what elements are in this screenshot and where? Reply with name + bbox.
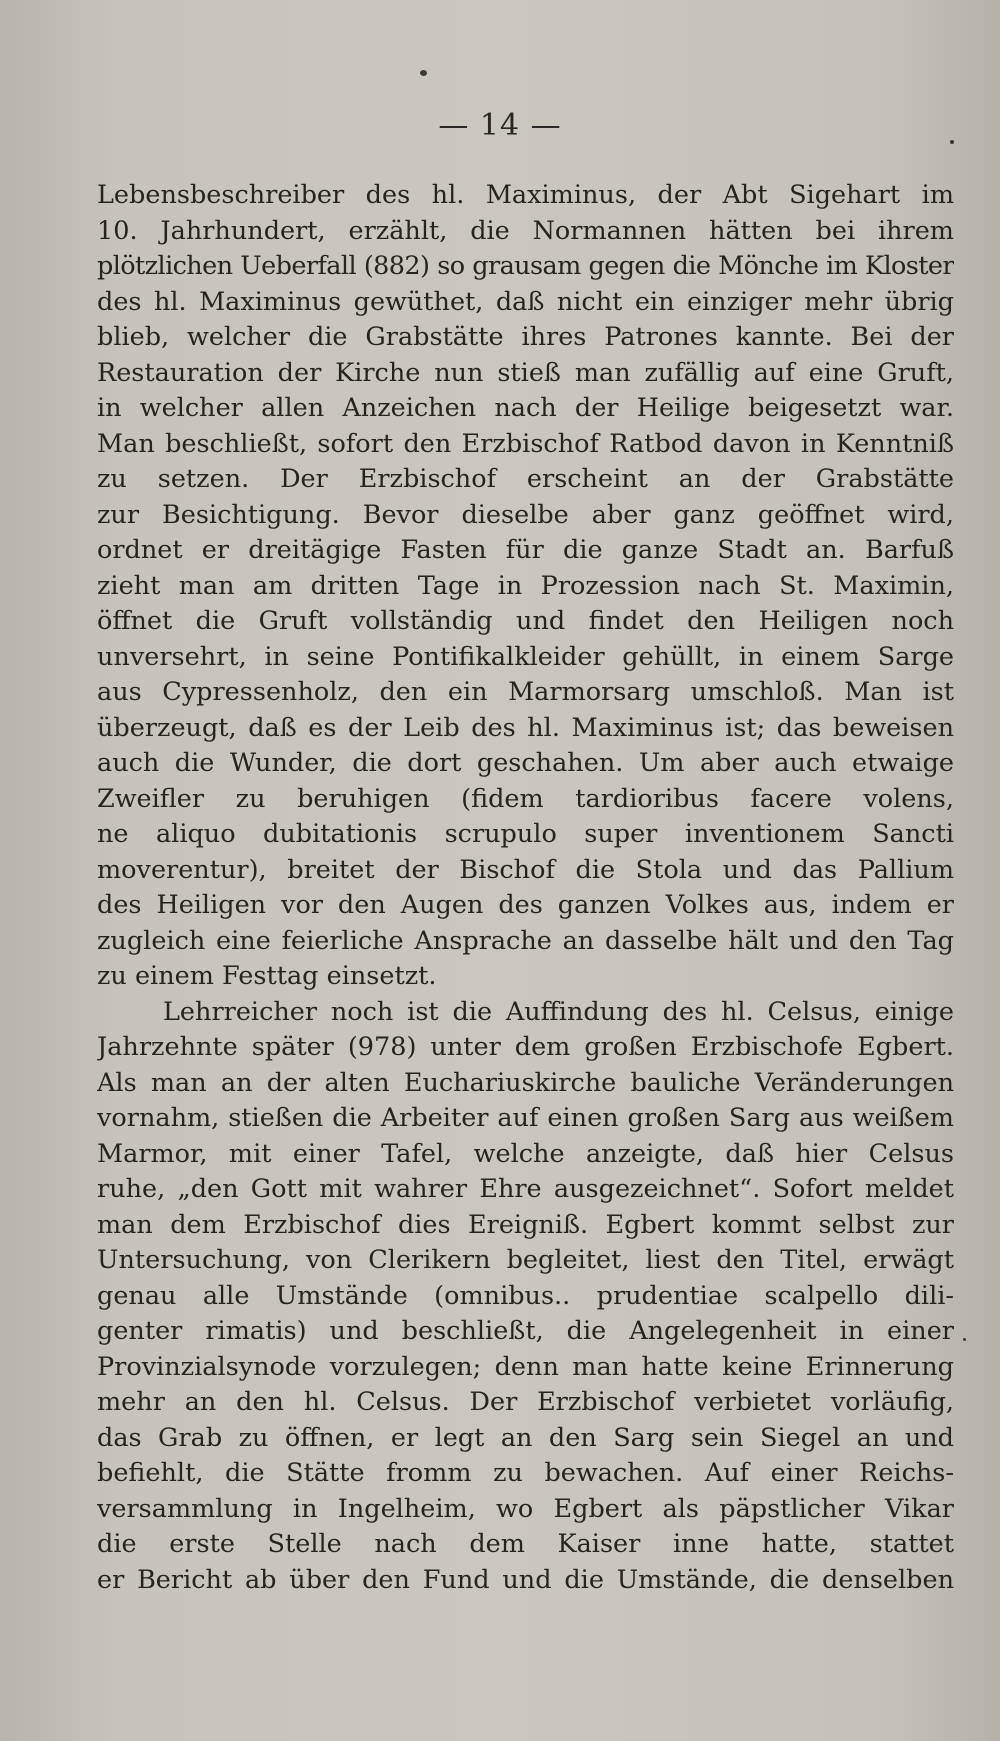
text-line: ruhe, „den Gott mit wahrer Ehre ausgezeichnet“. Sofort meldet xyxy=(97,1174,954,1204)
page-number: — 14 — xyxy=(438,108,562,143)
text-line: er Bericht ab über den Fund und die Umstände, die denselben xyxy=(97,1564,954,1595)
text-line: vornahm, stießen die Arbeiter auf einen großen Sarg aus weißem xyxy=(97,1103,954,1133)
text-line: plötzlichen Ueberfall (882) so grausam gegen die Mönche im Kloster xyxy=(97,251,954,281)
text-line: zieht man am dritten Tage in Prozession nach St. Maximin, xyxy=(97,570,954,601)
ink-spot xyxy=(420,70,427,76)
text-line: Restauration der Kirche nun stieß man zufällig auf eine Gruft, xyxy=(97,357,954,388)
text-line: zu setzen. Der Erzbischof erscheint an der Grabstätte xyxy=(97,464,954,494)
text-line: Man beschließt, sofort den Erzbischof Ratbod davon in Kenntniß xyxy=(97,428,954,459)
text-line: 10. Jahrhundert, erzählt, die Normannen hätten bei ihrem xyxy=(97,215,954,246)
text-line: Als man an der alten Euchariuskirche bauliche Veränderungen xyxy=(97,1067,954,1098)
text-line: genter rimatis) und beschließt, die Angelegenheit in einer xyxy=(97,1316,954,1346)
text-line: moverentur), breitet der Bischof die Stola und das Pallium xyxy=(97,854,954,885)
ink-spot xyxy=(963,1338,966,1341)
body-text xyxy=(97,178,954,1598)
text-line: auch die Wunder, die dort geschahen. Um aber auch etwaige xyxy=(97,748,954,778)
text-line: man dem Erzbischof dies Ereigniß. Egbert kommt selbst zur xyxy=(97,1209,954,1240)
text-line: mehr an den hl. Celsus. Der Erzbischof verbietet vorläufig, xyxy=(97,1387,954,1417)
text-line: des hl. Maximinus gewüthet, daß nicht ein einziger mehr übrig xyxy=(97,286,954,317)
text-line: das Grab zu öffnen, er legt an den Sarg sein Siegel an und xyxy=(97,1422,954,1453)
text-line: versammlung in Ingelheim, wo Egbert als päpstlicher Vikar xyxy=(97,1493,954,1524)
text-line: Lehrreicher noch ist die Auffindung des hl. Celsus, einige xyxy=(163,996,954,1027)
text-line: Jahrzehnte später (978) unter dem großen Erzbischofe Egbert. xyxy=(97,1032,954,1062)
text-line: zu einem Festtag einsetzt. xyxy=(97,961,437,991)
text-line: Marmor, mit einer Tafel, welche anzeigte, daß hier Celsus xyxy=(97,1138,954,1169)
text-line: befiehlt, die Stätte fromm zu bewachen. Auf einer Reichs- xyxy=(97,1458,954,1488)
text-line: die erste Stelle nach dem Kaiser inne hatte, stattet xyxy=(97,1529,954,1559)
text-line: zur Besichtigung. Bevor dieselbe aber ganz geöffnet wird, xyxy=(97,499,954,530)
text-line: überzeugt, daß es der Leib des hl. Maximinus ist; das beweisen xyxy=(97,712,954,743)
text-line: öffnet die Gruft vollständig und findet den Heiligen noch xyxy=(97,606,954,636)
text-line: Zweifler zu beruhigen (fidem tardioribus facere volens, xyxy=(97,783,954,814)
text-line: Lebensbeschreiber des hl. Maximinus, der Abt Sigehart im xyxy=(97,180,954,210)
text-line: unversehrt, in seine Pontifikalkleider gehüllt, in einem Sarge xyxy=(97,641,954,672)
text-line: zugleich eine feierliche Ansprache an dasselbe hält und den Tag xyxy=(97,925,954,956)
text-line: ordnet er dreitägige Fasten für die ganze Stadt an. Barfuß xyxy=(97,535,954,565)
text-line: aus Cypressenholz, den ein Marmorsarg umschloß. Man ist xyxy=(97,677,954,707)
text-line: Provinzialsynode vorzulegen; denn man hatte keine Erinnerung xyxy=(97,1351,954,1382)
text-line: blieb, welcher die Grabstätte ihres Patrones kannte. Bei der xyxy=(97,322,954,352)
text-line: in welcher allen Anzeichen nach der Heilige beigesetzt war. xyxy=(97,393,954,423)
text-line: genau alle Umstände (omnibus.. prudentiae scalpello dili- xyxy=(97,1280,954,1311)
text-line: ne aliquo dubitationis scrupulo super inventionem Sancti xyxy=(97,819,954,849)
text-line: des Heiligen vor den Augen des ganzen Volkes aus, indem er xyxy=(97,890,954,920)
text-line: Untersuchung, von Clerikern begleitet, liest den Titel, erwägt xyxy=(97,1245,954,1275)
